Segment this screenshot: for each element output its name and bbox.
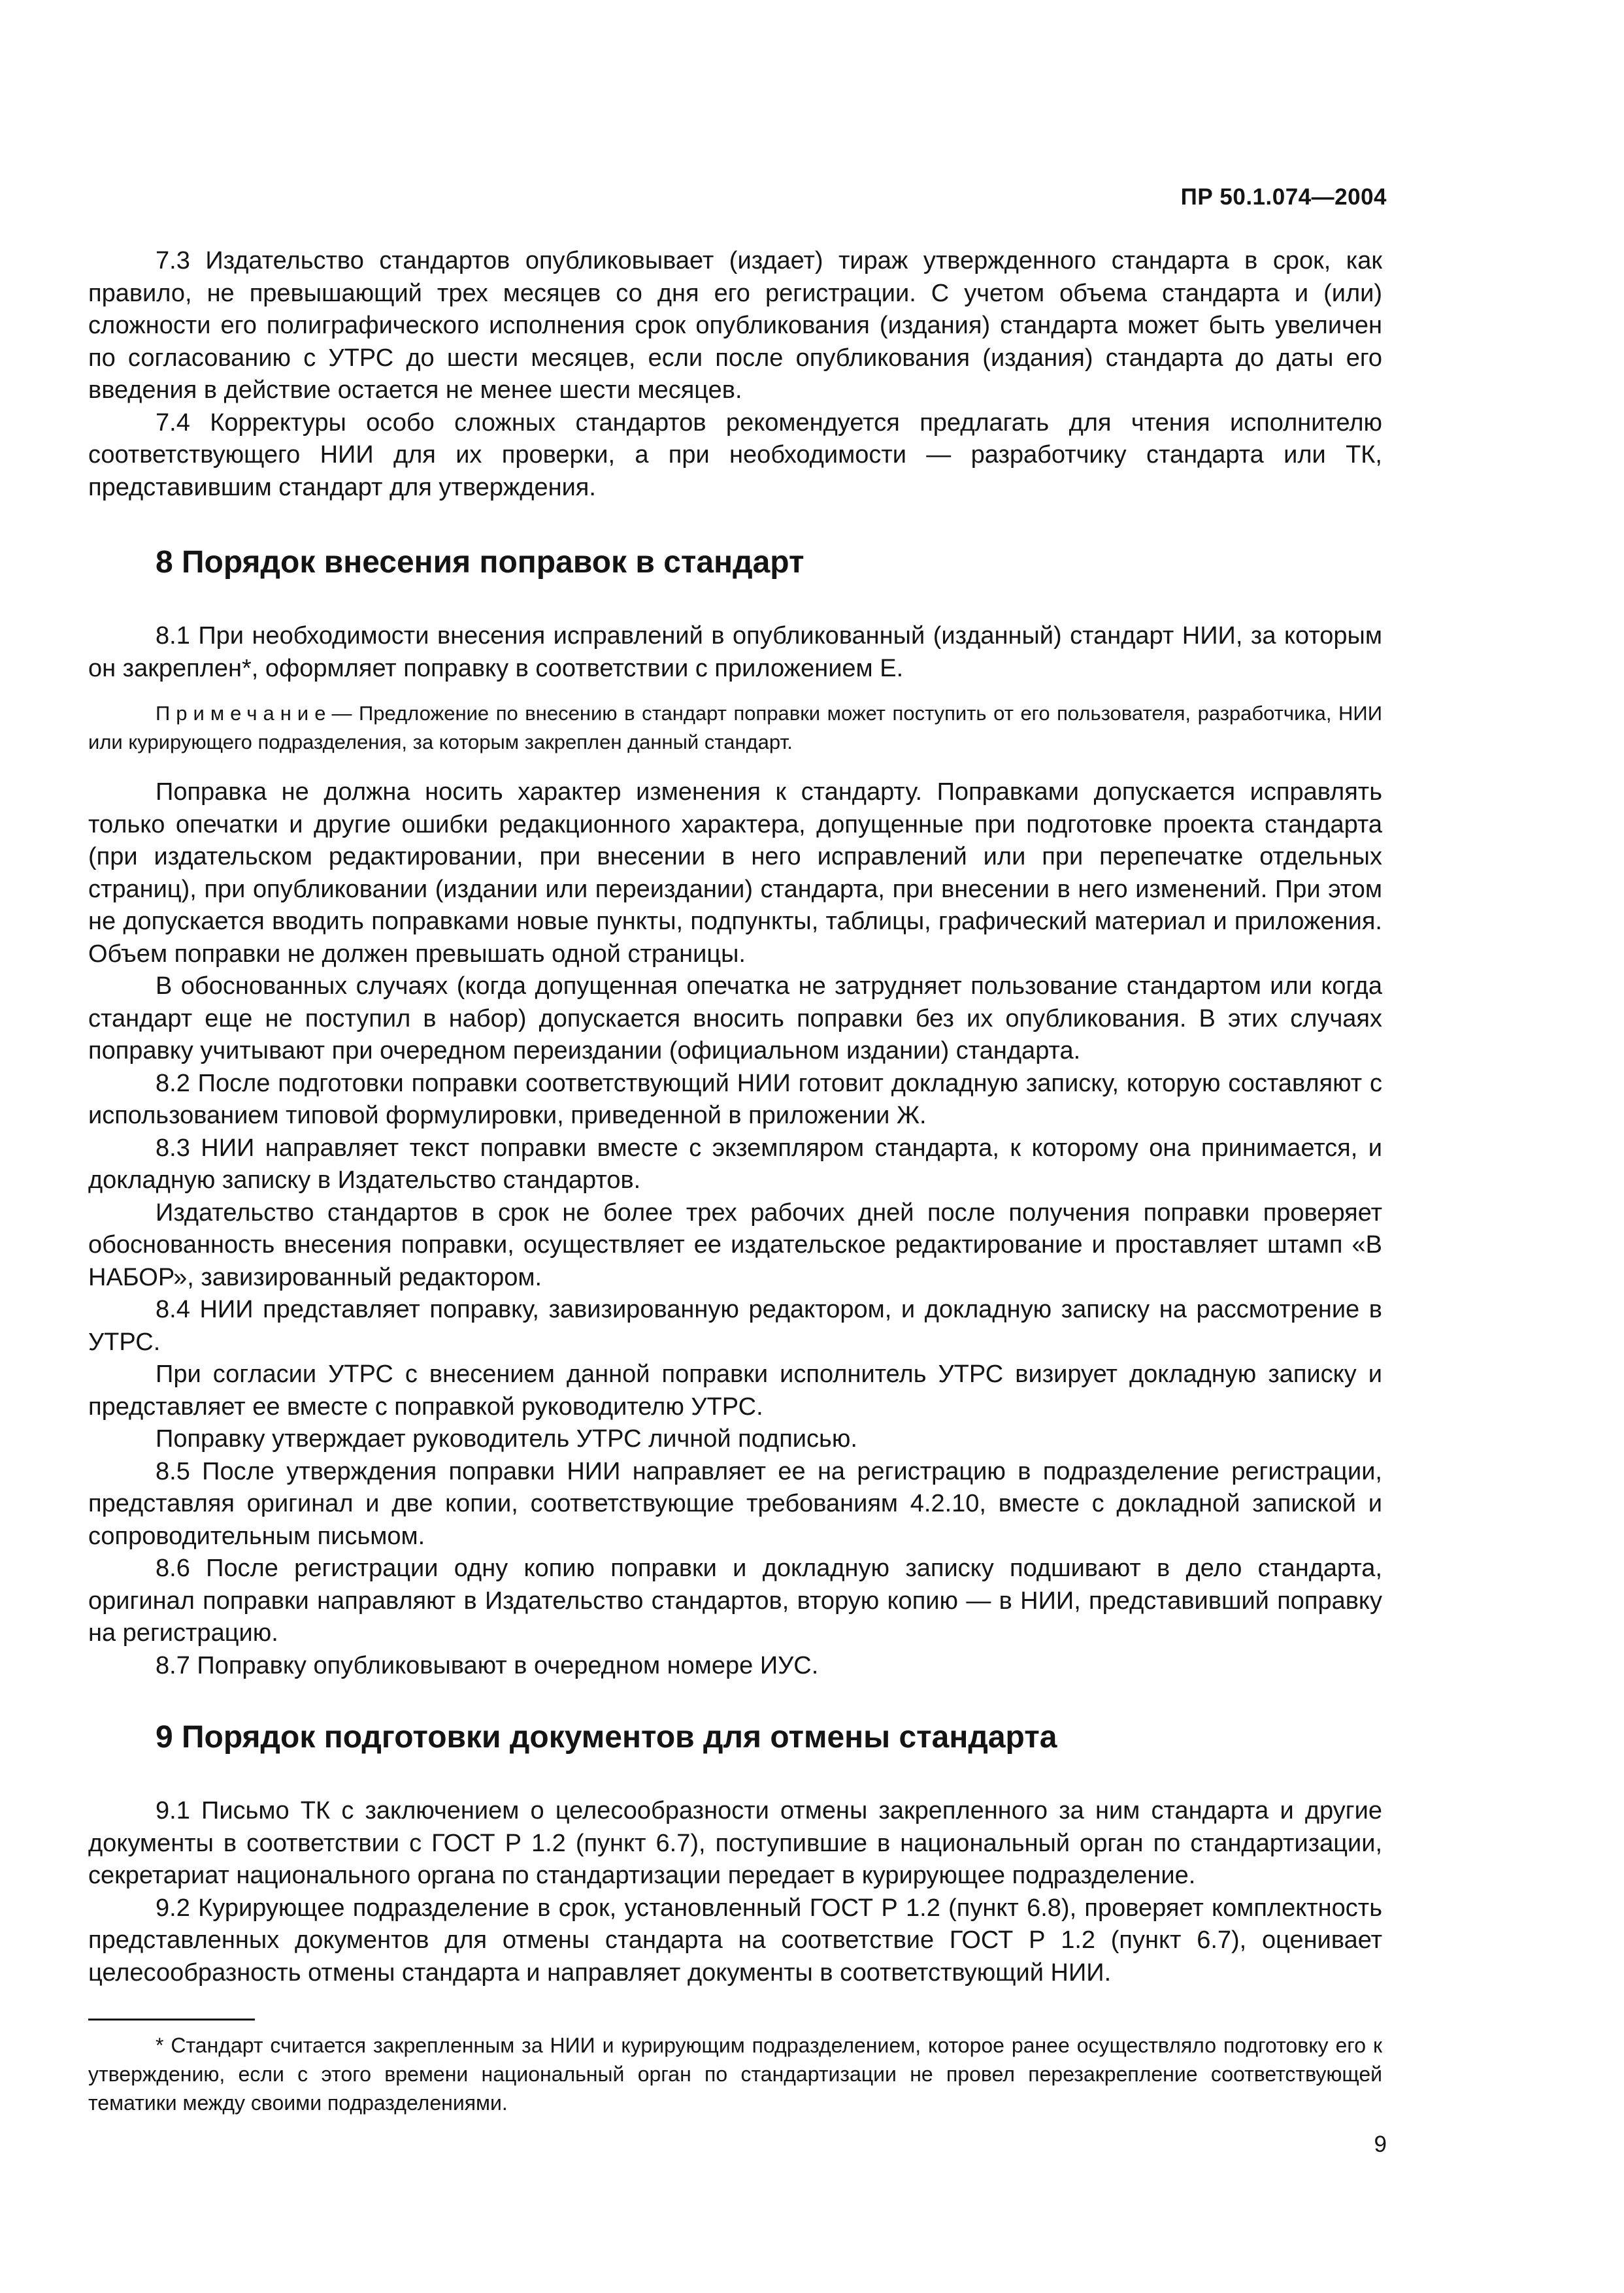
page-number: 9 xyxy=(1374,2132,1387,2157)
page-body xyxy=(88,245,1382,2117)
paragraph-utrs-approval: Поправку утверждает руководитель УТРС личной подписью. xyxy=(156,1425,857,1453)
paragraph-8-7: 8.7 Поправку опубликовывают в очередном номере ИУС. xyxy=(156,1651,819,1679)
note-label: Примечание xyxy=(156,702,332,725)
paragraph-8-4: 8.4 НИИ представляет поправку, завизированную редактором, и докладную записку на рассмотрение в УТРС. xyxy=(88,1296,1382,1356)
note-text: — Предложение по внесению в стандарт поправки может поступить от его пользователя, разработчика, НИИ или курирующего подразделения, за которым закреплен данный стандарт. xyxy=(88,702,1382,753)
paragraph-8-3: 8.3 НИИ направляет текст поправки вместе с экземпляром стандарта, к которому она принимается, и докладную записку в Издательство стандартов. xyxy=(88,1134,1382,1194)
footnote: * Стандарт считается закрепленным за НИИ и курирующим подразделением, которое ранее осуществляло подготовку его к утверждению, если с этого времени национальный орган по стандартизации не провел перезакрепление соответствующей тематики между своими подразделениями. xyxy=(88,2034,1382,2115)
footnote-divider xyxy=(88,2019,255,2021)
section-9-title: 9 Порядок подготовки документов для отмены стандарта xyxy=(156,1720,1057,1755)
paragraph-utrs-agreement: При согласии УТРС с внесением данной поправки исполнитель УТРС визирует докладную записку и представляет ее вместе с поправкой руководителю УТРС. xyxy=(88,1361,1382,1421)
paragraph-publisher-check: Издательство стандартов в срок не более трех рабочих дней после получения поправки проверяет обоснованность внесения поправки, осуществляет ее издательское редактирование и проставляет штамп «В НАБОР», завизированный редактором. xyxy=(88,1198,1382,1291)
paragraph-correction-scope: Поправка не должна носить характер изменения к стандарту. Поправками допускается исправлять только опечатки и другие ошибки редакционного характера, допущенные при подготовке проекта стандарта (при издательском редактировании, при внесении в него исправлений или при перепечатке отдельных страниц), при опубликовании (издании или переиздании) стандарта, при внесении в него изменений. При этом не допускается вводить поправками новые пункты, подпункты, таблицы, графический материал и приложения. Объем поправки не должен превышать одной страницы. xyxy=(88,778,1382,968)
paragraph-8-2: 8.2 После подготовки поправки соответствующий НИИ готовит докладную записку, которую составляют с использованием типовой формулировки, приведенной в приложении Ж. xyxy=(88,1069,1382,1129)
paragraph-8-6: 8.6 После регистрации одну копию поправки и докладную записку подшивают в дело стандарта, оригинал поправки направляют в Издательство стандартов, вторую копию — в НИИ, представивший поправку на регистрацию. xyxy=(88,1555,1382,1647)
paragraph-justified-cases: В обоснованных случаях (когда допущенная опечатка не затрудняет пользование стандартом или когда стандарт еще не поступил в набор) допускается вносить поправки без их опубликования. В этих случаях поправку учитывают при очередном переиздании (официальном издании) стандарта. xyxy=(88,972,1382,1064)
note xyxy=(88,699,1382,757)
document-code: ПР 50.1.074—2004 xyxy=(1180,184,1387,210)
paragraph-8-1: 8.1 При необходимости внесения исправлений в опубликованный (изданный) стандарт НИИ, за которым он закреплен*, оформляет поправку в соответствии с приложением Е. xyxy=(88,622,1382,682)
paragraph-8-5: 8.5 После утверждения поправки НИИ направляет ее на регистрацию в подразделение регистрации, представляя оригинал и две копии, соответствующие требованиям 4.2.10, вместе с докладной запиской и сопроводительным письмом. xyxy=(88,1457,1382,1550)
paragraph-7-4: 7.4 Корректуры особо сложных стандартов рекомендуется предлагать для чтения исполнителю соответствующего НИИ для их проверки, а при необходимости — разработчику стандарта или ТК, представившим стандарт для утверждения. xyxy=(88,408,1382,501)
paragraph-9-2: 9.2 Курирующее подразделение в срок, установленный ГОСТ Р 1.2 (пункт 6.8), проверяет комплектность представленных документов для отмены стандарта на соответствие ГОСТ Р 1.2 (пункт 6.7), оценивает целесообразность отмены стандарта и направляет документы в соответствующий НИИ. xyxy=(88,1894,1382,1987)
section-8-title: 8 Порядок внесения поправок в стандарт xyxy=(156,545,804,580)
paragraph-7-3: 7.3 Издательство стандартов опубликовывает (издает) тираж утвержденного стандарта в срок, как правило, не превышающий трех месяцев со дня его регистрации. С учетом объема стандарта и (или) сложности его полиграфического исполнения срок опубликования (издания) стандарта может быть увеличен по согласованию с УТРС до шести месяцев, если после опубликования (издания) стандарта до даты его введения в действие остается не менее шести месяцев. xyxy=(88,247,1382,404)
paragraph-9-1: 9.1 Письмо ТК с заключением о целесообразности отмены закрепленного за ним стандарта и другие документы в соответствии с ГОСТ Р 1.2 (пункт 6.7), поступившие в национальный орган по стандартизации, секретариат национального органа по стандартизации передает в курирующее подразделение. xyxy=(88,1797,1382,1889)
